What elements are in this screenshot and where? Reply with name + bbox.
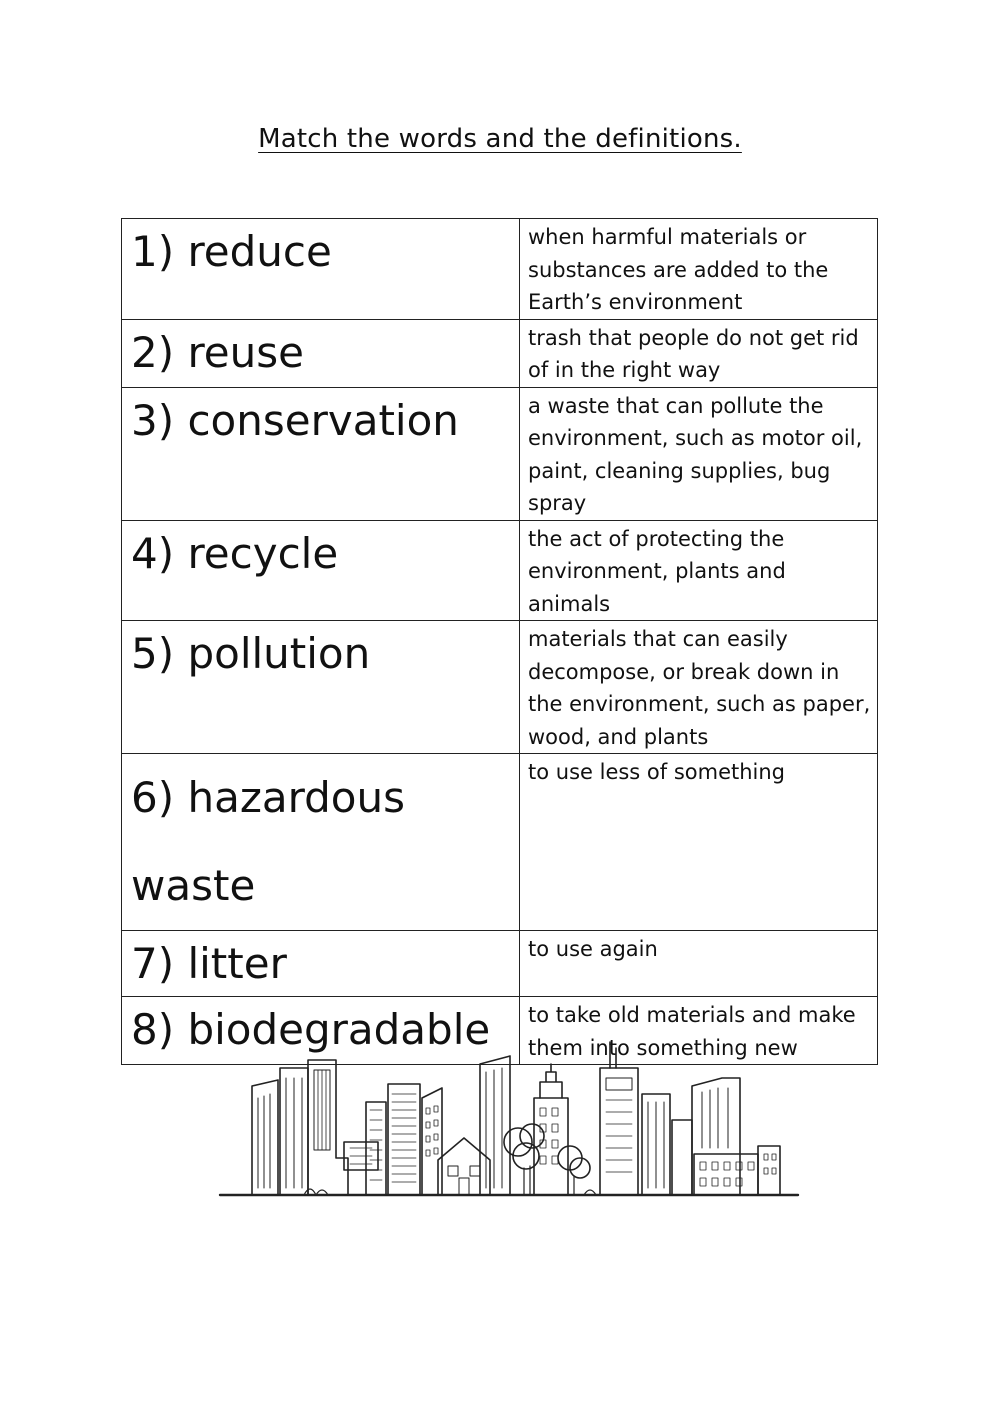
page-title: Match the words and the definitions.	[258, 124, 742, 154]
definition-cell: a waste that can pollute the environment, such as motor oil, paint, cleaning supplies, bug spray	[520, 387, 878, 520]
word-cell: 5) pollution	[122, 621, 520, 754]
word-cell: 3) conservation	[122, 387, 520, 520]
table-row	[122, 621, 878, 754]
word-cell: 1) reduce	[122, 219, 520, 320]
definition-cell: to use less of something	[520, 754, 878, 931]
word-cell: 6) hazardous waste	[122, 754, 520, 931]
word-cell: 4) recycle	[122, 520, 520, 621]
table-row	[122, 387, 878, 520]
table-row	[122, 319, 878, 387]
table-row	[122, 219, 878, 320]
definition-cell: the act of protecting the environment, plants and animals	[520, 520, 878, 621]
city-skyline-icon	[218, 1038, 800, 1202]
word-cell: 8) biodegradable	[122, 997, 520, 1065]
definition-cell: to take old materials and make them into something new	[520, 997, 878, 1065]
definition-cell: trash that people do not get rid of in the right way	[520, 319, 878, 387]
matching-table	[121, 218, 878, 1065]
table-row	[122, 754, 878, 931]
definition-cell: materials that can easily decompose, or break down in the environment, such as paper, wood, and plants	[520, 621, 878, 754]
table-row	[122, 520, 878, 621]
table-row	[122, 931, 878, 997]
word-cell: 7) litter	[122, 931, 520, 997]
word-cell: 2) reuse	[122, 319, 520, 387]
definition-cell: to use again	[520, 931, 878, 997]
definition-cell: when harmful materials or substances are added to the Earth’s environment	[520, 219, 878, 320]
